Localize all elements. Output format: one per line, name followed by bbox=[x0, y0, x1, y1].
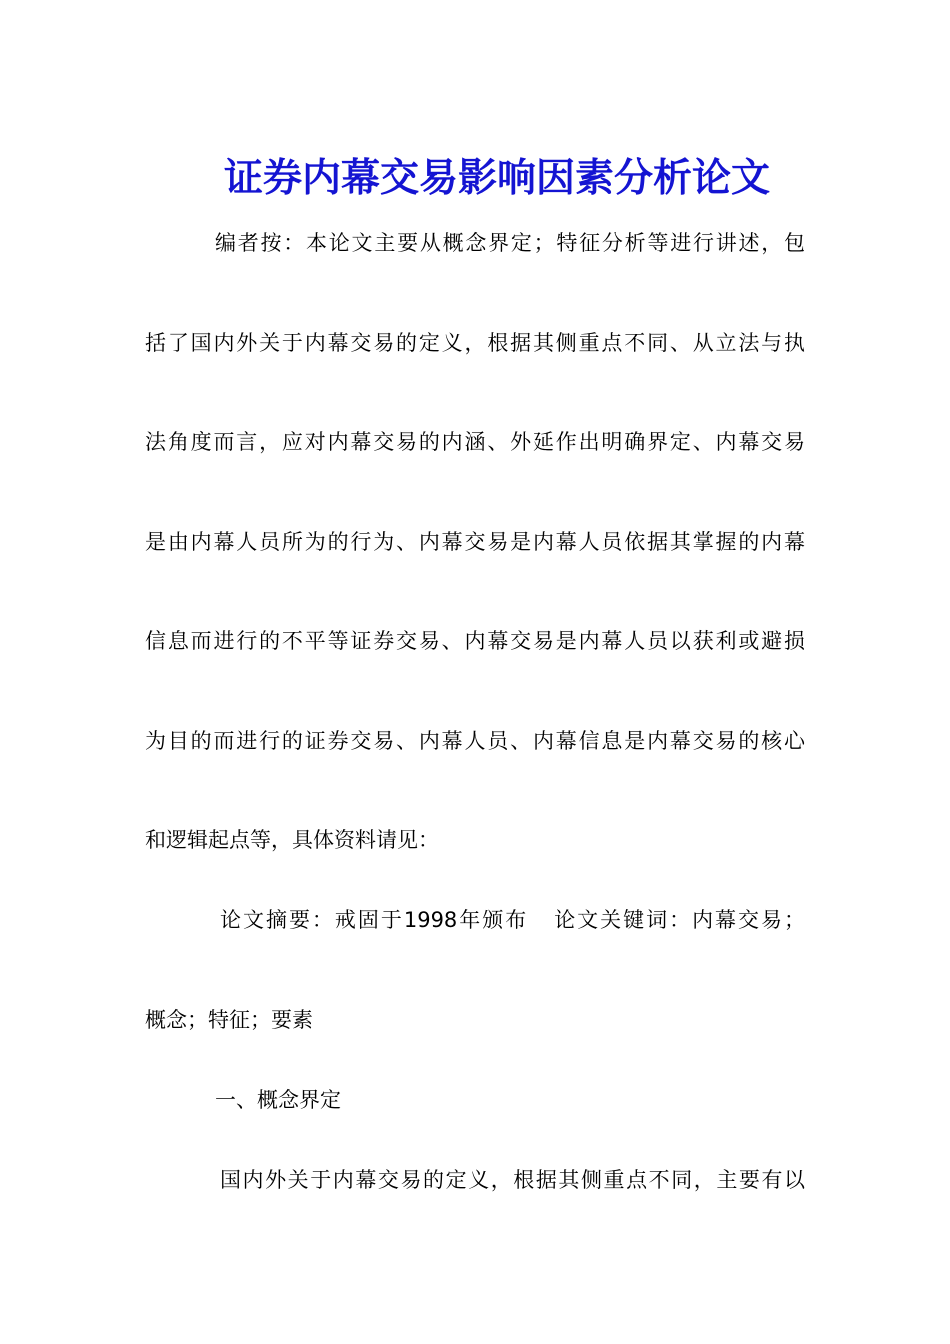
editor-note-line-1: 编者按：本论文主要从概念界定；特征分析等进行讲述，包 bbox=[215, 231, 805, 255]
editor-note-line-4: 是由内幕人员所为的行为、内幕交易是内幕人员依据其掌握的内幕 bbox=[145, 530, 805, 554]
section-heading-1: 一、概念界定 bbox=[215, 1088, 341, 1112]
editor-note-line-7: 和逻辑起点等，具体资料请见： bbox=[145, 828, 439, 852]
keywords-text: 论文关键词：内幕交易； bbox=[552, 908, 806, 932]
editor-note-line-5: 信息而进行的不平等证券交易、内幕交易是内幕人员以获利或避损 bbox=[145, 629, 805, 653]
document-title: 证券内幕交易影响因素分析论文 bbox=[223, 155, 770, 202]
editor-note-line-6: 为目的而进行的证券交易、内幕人员、内幕信息是内幕交易的核心 bbox=[145, 729, 805, 753]
editor-note-line-3: 法角度而言，应对内幕交易的内涵、外延作出明确界定、内幕交易 bbox=[145, 430, 805, 454]
section-1-paragraph-line-1: 国内外关于内幕交易的定义，根据其侧重点不同，主要有以 bbox=[220, 1168, 805, 1192]
keywords-continuation: 概念；特征；要素 bbox=[145, 1008, 313, 1032]
editor-note-line-2: 括了国内外关于内幕交易的定义，根据其侧重点不同、从立法与执 bbox=[145, 331, 805, 355]
abstract-text: 论文摘要：戒固于1998年颁布 bbox=[220, 908, 529, 932]
abstract-keywords-line bbox=[220, 905, 805, 935]
